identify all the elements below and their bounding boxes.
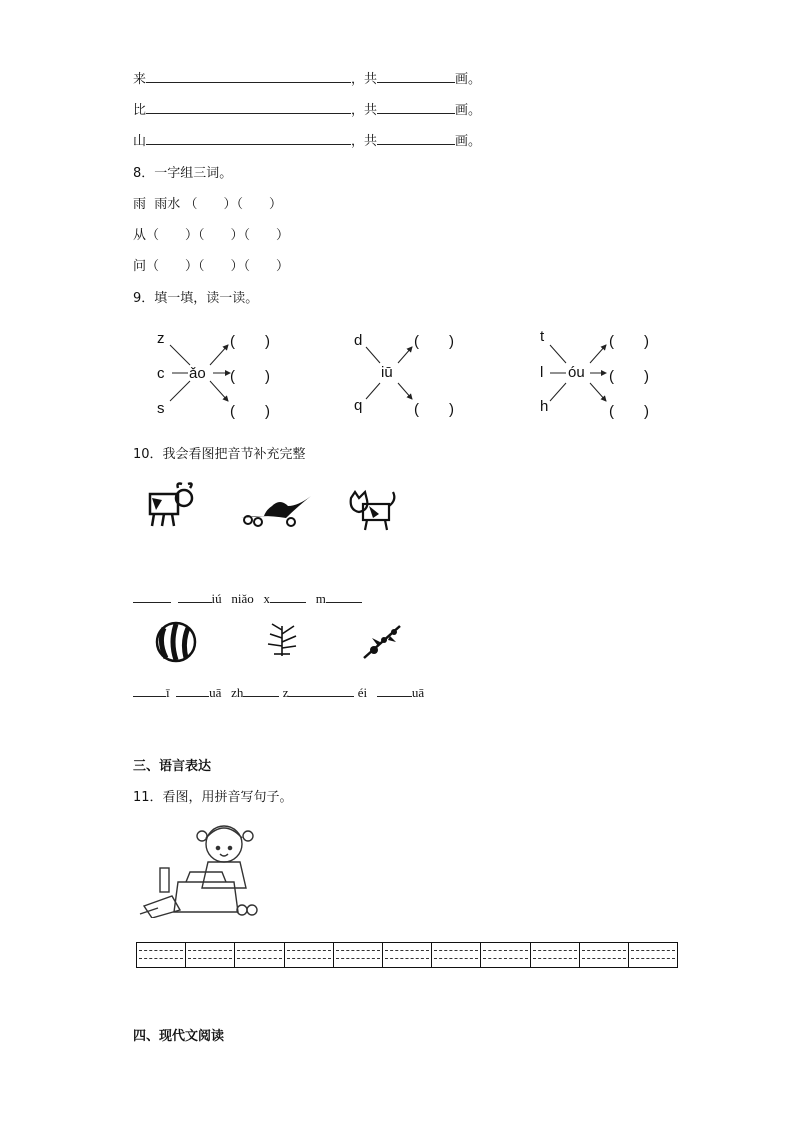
stroke-count-line[interactable] [377, 70, 455, 83]
q9-g2-left-1: q [354, 397, 363, 414]
grid-cell[interactable] [629, 943, 677, 967]
q9-g1-left-1: c [157, 365, 165, 382]
q8-row-cong [133, 224, 289, 243]
q8-blanks[interactable]: （ ）（ ）（ ） [146, 228, 290, 243]
q9-connectors [0, 325, 794, 425]
pinyin-blank[interactable] [176, 684, 209, 697]
q9-g1-center: ǎo [189, 365, 206, 382]
grid-cell[interactable] [137, 943, 186, 967]
watermelon-picture [152, 620, 200, 664]
q9-g3-paren[interactable]: ( ) [609, 403, 649, 420]
q8-head: 问 [133, 259, 147, 274]
cow-picture [140, 480, 200, 530]
q8-blanks[interactable]: （ ）（ ）（ ） [146, 259, 290, 274]
pinyin-part: ī [166, 685, 170, 700]
q9-g2-paren[interactable]: ( ) [414, 333, 454, 350]
grid-cell[interactable] [334, 943, 383, 967]
q11-title: 11．看图，用拼音写句子。 [133, 790, 293, 805]
q8-head: 雨 [133, 197, 147, 212]
q9-g2-left-0: d [354, 332, 363, 349]
q9-g3-left-0: t [540, 328, 545, 345]
q9-g2-paren[interactable]: ( ) [414, 401, 454, 418]
pinyin-blank[interactable] [133, 590, 171, 603]
q9-g3-left-1: l [540, 364, 544, 381]
q9-g1-paren[interactable]: ( ) [230, 333, 270, 350]
grid-cell[interactable] [383, 943, 432, 967]
grid-cell[interactable] [186, 943, 235, 967]
stroke-row [133, 130, 481, 149]
stroke-char: 来 [133, 72, 147, 87]
bird-picture [236, 488, 316, 533]
grid-cell[interactable] [580, 943, 629, 967]
pinyin-blank[interactable] [178, 590, 212, 603]
stroke-row [133, 99, 481, 118]
grid-cell[interactable] [531, 943, 580, 967]
pinyin-blank[interactable] [377, 684, 412, 697]
pinyin-part: iú [211, 591, 222, 606]
q8-head: 从 [133, 228, 147, 243]
stroke-count-line[interactable] [377, 132, 455, 145]
q9-g1-left-0: z [157, 330, 165, 347]
q9-g2-center: iū [381, 364, 393, 381]
girl-packing-bag-picture [138, 818, 263, 918]
tree-picture [262, 620, 302, 660]
stroke-gong: ，共 [351, 72, 378, 87]
stroke-char: 比 [133, 103, 147, 118]
answer-line[interactable] [146, 132, 351, 145]
q10-title: 10．我会看图把音节补充完整 [133, 447, 306, 462]
answer-line[interactable] [146, 101, 351, 114]
grid-cell[interactable] [432, 943, 481, 967]
pinyin-part: zh [231, 685, 244, 700]
q8-row-wen [133, 255, 289, 274]
pinyin-part: uā [209, 685, 222, 700]
q9-g1-paren[interactable]: ( ) [230, 368, 270, 385]
pinyin-part: z [282, 685, 289, 700]
pinyin-writing-grid[interactable] [136, 942, 678, 968]
pinyin-blank[interactable] [326, 590, 362, 603]
pinyin-part: m [315, 591, 326, 606]
answer-line[interactable] [146, 70, 351, 83]
grid-cell[interactable] [481, 943, 530, 967]
pinyin-part: niǎo [231, 591, 254, 606]
pinyin-blank[interactable] [133, 684, 166, 697]
stroke-hua: 画。 [455, 72, 482, 87]
q9-g3-paren[interactable]: ( ) [609, 333, 649, 350]
pinyin-blank[interactable] [270, 590, 306, 603]
q9-g3-center: óu [568, 364, 585, 381]
q9-g3-paren[interactable]: ( ) [609, 368, 649, 385]
section-3-title: 三、语言表达 [133, 759, 212, 774]
pinyin-blank[interactable] [288, 684, 354, 697]
stroke-count-line[interactable] [377, 101, 455, 114]
q8-example: 雨水 [154, 197, 181, 212]
q8-blanks[interactable]: （ ）（ ） [184, 197, 282, 212]
stroke-gong: ，共 [351, 103, 378, 118]
stroke-row [133, 68, 481, 87]
q8-title: 8．一字组三词。 [133, 166, 233, 181]
q10-row2 [133, 684, 424, 701]
stroke-char: 山 [133, 134, 147, 149]
pinyin-blank[interactable] [243, 684, 279, 697]
q9-g3-left-2: h [540, 398, 549, 415]
stroke-hua: 画。 [455, 103, 482, 118]
pinyin-part: éi [357, 685, 368, 700]
grid-cell[interactable] [285, 943, 334, 967]
stroke-hua: 画。 [455, 134, 482, 149]
q9-g1-left-2: s [157, 400, 165, 417]
pinyin-part: uā [411, 685, 425, 700]
q10-row1 [133, 590, 362, 607]
cat-picture [345, 488, 400, 533]
stroke-gong: ，共 [351, 134, 378, 149]
flower-branch-picture [360, 622, 406, 662]
q8-row-yu [133, 193, 282, 212]
pinyin-part: x [263, 591, 271, 606]
q9-g1-paren[interactable]: ( ) [230, 403, 270, 420]
grid-cell[interactable] [235, 943, 284, 967]
q9-title: 9．填一填，读一读。 [133, 291, 259, 306]
section-4-title: 四、现代文阅读 [133, 1029, 225, 1044]
